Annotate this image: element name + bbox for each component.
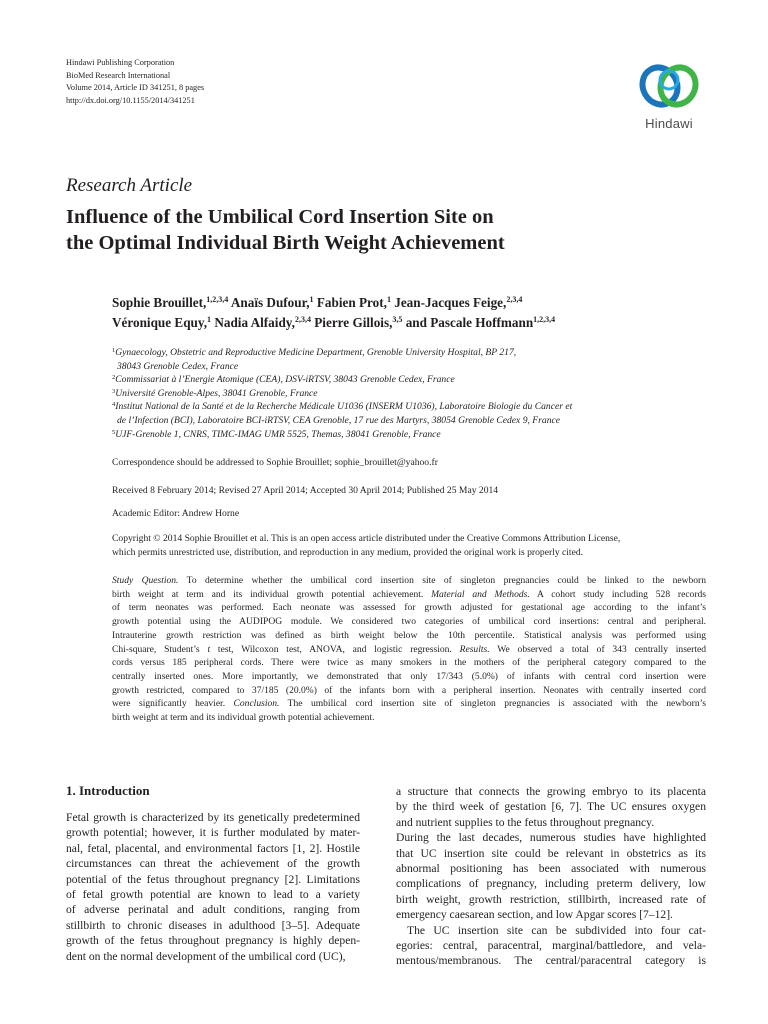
text-line: growth of the fetus throughout pregnancy is highly depen- — [66, 934, 360, 948]
affiliation-text: Institut National de la Santé et de la Recherche Médicale U1036 (INSERM U1036), Laboratoire Biologie du Cancer et — [115, 401, 573, 413]
body-column-right — [396, 784, 706, 969]
text-line: by the third week of gestation [6, 7]. The UC ensures oxygen — [396, 800, 706, 814]
abstract-line: birth weight at term and its individual growth potential achievement. Material and Methods. A cohort study including 528 records — [112, 588, 706, 600]
author-name: Sophie Brouillet, — [112, 295, 207, 310]
author-affil-ref: 2,3,4 — [506, 295, 523, 304]
affiliation — [112, 346, 672, 360]
author-name: and Pascale Hoffmann — [405, 315, 534, 330]
copyright-line: Copyright © 2014 Sophie Brouillet et al. This is an open access article distributed under the Creative Commons Attribution License, — [112, 533, 621, 544]
section-heading: 1. Introduction — [66, 783, 150, 798]
affiliation-number: 1 — [112, 347, 116, 354]
author-line — [112, 293, 712, 313]
abstract-line: cords versus 185 peripheral cords. There were twice as many smokers in the mothers of the peripheral category compared to the — [112, 657, 706, 669]
text-line: dent on the normal development of the umbilical cord (UC), — [66, 949, 346, 963]
affiliation-number: 4 — [112, 401, 116, 409]
article-title — [66, 204, 686, 256]
affiliation-number: 2 — [112, 374, 116, 382]
text-line: nal, fetal, placental, and environmental factors [1, 2]. Hostile — [66, 841, 360, 855]
text-line: and nutrient supplies to the fetus throughout pregnancy. — [396, 815, 655, 829]
title-line: Influence of the Umbilical Cord Insertion Site on — [66, 206, 494, 228]
affiliation-text: Gynaecology, Obstetric and Reproductive Medicine Department, Grenoble University Hospital, BP 217, — [115, 347, 517, 358]
publication-info — [66, 57, 204, 107]
text-line: circumstances can threat the achievement of the growth — [66, 857, 360, 871]
author-name: Fabien Prot, — [316, 295, 387, 310]
text-line: The UC insertion site can be subdivided into four cat- — [407, 923, 706, 937]
text-line: stillbirth to chronic diseases in adulthood [3–5]. Adequate — [66, 918, 360, 932]
author-affil-ref: 1,2,3,4 — [533, 315, 556, 324]
publisher-line: Hindawi Publishing Corporation — [66, 58, 175, 67]
text-line: a structure that connects the growing embryo to its placenta — [396, 785, 706, 798]
affiliation-text: UJF-Grenoble 1, CNRS, TIMC-IMAG UMR 5525, Themas, 38041 Grenoble, France — [115, 428, 441, 440]
abstract-line: centrally inserted ones. More importantly, we demonstrated that only 17/343 (5.0%) of infants with central cord insertion were — [112, 670, 706, 682]
author-name: Nadia Alfaidy, — [214, 315, 295, 330]
affiliation-list — [112, 346, 672, 441]
author-affil-ref: 1 — [207, 315, 212, 324]
article-type: Research Article — [66, 175, 193, 196]
title-line: the Optimal Individual Birth Weight Achievement — [66, 232, 505, 254]
abstract-line: Chi-square, Student’s t test, Wilcoxon test, ANOVA, and logistic regression. Results. We observed a total of 343 centrally inserted — [112, 643, 707, 655]
copyright-notice — [112, 532, 712, 559]
journal-line: BioMed Research International — [66, 70, 171, 80]
text-line: abnormal positioning has been associated with numerous — [396, 862, 706, 876]
text-line: emergency caesarean section, and low Apgar scores [7–12]. — [396, 908, 673, 922]
body-column-left — [66, 810, 360, 964]
abstract-line: Intrauterine growth restriction was defined as birth weight below the 10th percentile. Statistical analysis was performed using — [112, 629, 706, 641]
text-line: growth potential; however, it is further modulated by mater- — [66, 826, 360, 840]
affiliation — [112, 373, 672, 387]
text-line: Fetal growth is characterized by its genetically predetermined — [66, 811, 360, 824]
abstract-line: birth weight at term and its individual growth potential achievement. — [112, 712, 375, 724]
copyright-line: which permits unrestricted use, distribution, and reproduction in any medium, provided the original work is properly cited. — [112, 546, 584, 558]
affiliation-text: Commissariat à l’Energie Atomique (CEA), DSV-iRTSV, 38043 Grenoble Cedex, France — [115, 374, 455, 386]
author-affil-ref: 1,2,3,4 — [206, 295, 229, 304]
author-affil-ref: 1 — [309, 295, 314, 304]
text-line: During the last decades, numerous studies have highlighted — [396, 831, 706, 845]
affiliation — [112, 387, 672, 401]
affiliation — [112, 400, 672, 414]
author-affil-ref: 3,5 — [392, 315, 403, 324]
affiliation-continuation: 38043 Grenoble Cedex, France — [117, 360, 239, 372]
affiliation-number: 5 — [112, 428, 116, 436]
affiliation — [112, 428, 672, 442]
abstract-line: were significantly heavier. Conclusion. The umbilical cord insertion site of singleton pregnancies is associated with the newborn’s — [112, 698, 706, 710]
text-line: complications of pregnancy, including preterm delivery, low — [396, 877, 706, 891]
text-line: that UC insertion site could be relevant in obstetrics as its — [396, 846, 706, 860]
text-line: of adverse perinatal and adult conditions, ranging from — [66, 903, 360, 917]
abstract — [112, 574, 706, 725]
abstract-line: growth potential using the AUDIPOG module. We considered two categories of umbilical cord insertions: central and peripheral. — [112, 616, 706, 628]
author-name: Pierre Gillois, — [314, 315, 393, 330]
publication-dates: Received 8 February 2014; Revised 27 April 2014; Accepted 30 April 2014; Published 25 May 2014 — [112, 485, 499, 496]
affiliation-number: 3 — [112, 387, 116, 395]
hindawi-logo — [632, 58, 706, 132]
text-line: mentous/membranous. The central/paracentral category is — [396, 954, 706, 968]
text-line: egories: central, paracentral, marginal/battledore, and vela- — [396, 939, 706, 953]
author-name: Jean-Jacques Feige, — [394, 295, 507, 310]
text-line: birth weight, growth restriction, stillbirth, increased rate of — [396, 892, 706, 906]
academic-editor: Academic Editor: Andrew Horne — [112, 508, 240, 519]
affiliation-continuation: de l’Infection (BCI), Laboratoire BCI-iRTSV, CEA Grenoble, 17 rue des Martyrs, 38054 Grenoble Cedex 9, France — [117, 414, 561, 426]
abstract-line: of term neonates was performed. Each neonate was assessed for growth adjusted for gestational age according to the infant’s — [112, 602, 706, 614]
author-affil-ref: 2,3,4 — [294, 315, 311, 324]
author-affil-ref: 1 — [386, 295, 391, 304]
affiliation-text: Université Grenoble-Alpes, 38041 Grenoble, France — [115, 387, 318, 399]
author-list — [112, 293, 712, 333]
author-line — [112, 313, 712, 333]
correspondence: Correspondence should be addressed to Sophie Brouillet; sophie_brouillet@yahoo.fr — [112, 457, 438, 468]
abstract-line: Study Question. To determine whether the umbilical cord insertion site of singleton pregnancies could be linked to the newborn — [112, 575, 706, 586]
text-line: potential of the fetus throughout pregnancy [2]. Limitations — [66, 872, 360, 886]
author-name: Anaïs Dufour, — [230, 295, 310, 310]
logo-wordmark: Hindawi — [645, 116, 693, 131]
volume-line: Volume 2014, Article ID 341251, 8 pages — [66, 83, 205, 93]
doi-link[interactable]: http://dx.doi.org/10.1155/2014/341251 — [66, 95, 195, 105]
abstract-line: growth restricted, compared to 37/185 (20.0%) of the infants born with a peripheral insertion. Neonates with centrally inserted cord — [112, 684, 706, 696]
hindawi-rings-icon — [638, 58, 700, 114]
author-name: Véronique Equy, — [112, 315, 208, 330]
text-line: of fetal growth potential are known to lead to a variety — [66, 888, 360, 902]
